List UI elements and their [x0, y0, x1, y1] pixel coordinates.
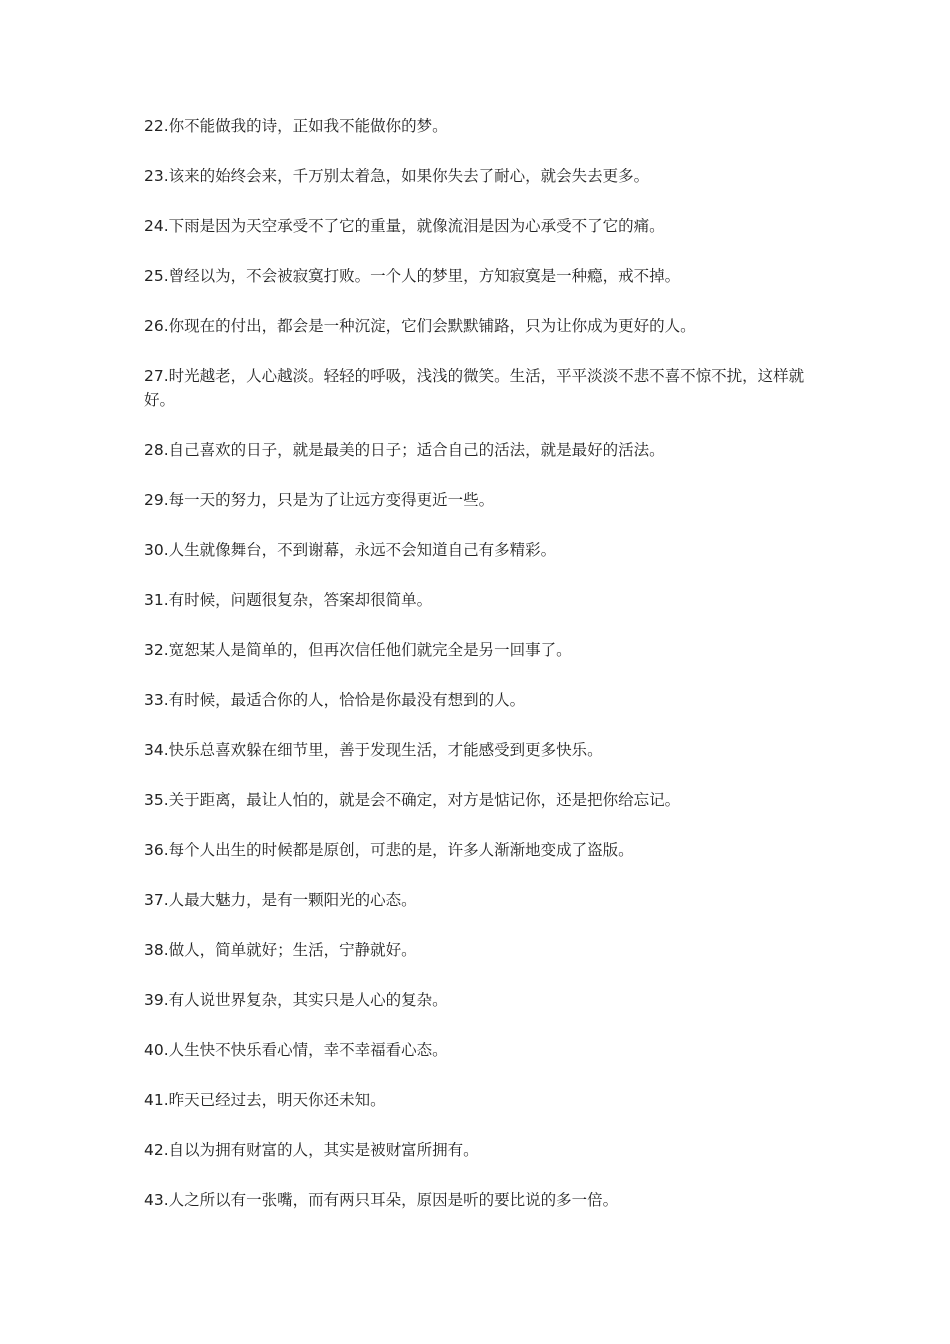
quote-30: 30.人生就像舞台，不到谢幕，永远不会知道自己有多精彩。: [144, 541, 557, 559]
quote-42: 42.自以为拥有财富的人，其实是被财富所拥有。: [144, 1141, 479, 1159]
quote-28: 28.自己喜欢的日子，就是最美的日子；适合自己的活法，就是最好的活法。: [144, 441, 665, 459]
quote-43: 43.人之所以有一张嘴，而有两只耳朵，原因是听的要比说的多一倍。: [144, 1191, 619, 1209]
quote-36: 36.每个人出生的时候都是原创，可悲的是，许多人渐渐地变成了盗版。: [144, 841, 634, 859]
quote-23: 23.该来的始终会来，千万别太着急，如果你失去了耐心，就会失去更多。: [144, 167, 650, 185]
quote-25: 25.曾经以为，不会被寂寞打败。一个人的梦里，方知寂寞是一种瘾，戒不掉。: [144, 267, 681, 285]
quote-39: 39.有人说世界复杂，其实只是人心的复杂。: [144, 991, 448, 1009]
quote-34: 34.快乐总喜欢躲在细节里，善于发现生活，才能感受到更多快乐。: [144, 741, 603, 759]
quote-33: 33.有时候，最适合你的人，恰恰是你最没有想到的人。: [144, 691, 526, 709]
quote-35: 35.关于距离，最让人怕的，就是会不确定，对方是惦记你，还是把你给忘记。: [144, 791, 681, 809]
quote-41: 41.昨天已经过去，明天你还未知。: [144, 1091, 386, 1109]
quote-24: 24.下雨是因为天空承受不了它的重量，就像流泪是因为心承受不了它的痛。: [144, 217, 665, 235]
quote-22: 22.你不能做我的诗，正如我不能做你的梦。: [144, 117, 448, 135]
quote-26: 26.你现在的付出，都会是一种沉淀，它们会默默铺路，只为让你成为更好的人。: [144, 317, 696, 335]
quote-31: 31.有时候，问题很复杂，答案却很简单。: [144, 591, 433, 609]
quote-38: 38.做人，简单就好；生活，宁静就好。: [144, 941, 417, 959]
quote-27: 27.时光越老，人心越淡。轻轻的呼吸，浅浅的微笑。生活，平平淡淡不悲不喜不惊不扰，这样就好。: [144, 367, 805, 409]
quote-37: 37.人最大魅力，是有一颗阳光的心态。: [144, 891, 417, 909]
quote-29: 29.每一天的努力，只是为了让远方变得更近一些。: [144, 491, 495, 509]
quote-40: 40.人生快不快乐看心情，幸不幸福看心态。: [144, 1041, 448, 1059]
quote-32: 32.宽恕某人是简单的，但再次信任他们就完全是另一回事了。: [144, 641, 572, 659]
quote-list: [144, 114, 814, 1238]
